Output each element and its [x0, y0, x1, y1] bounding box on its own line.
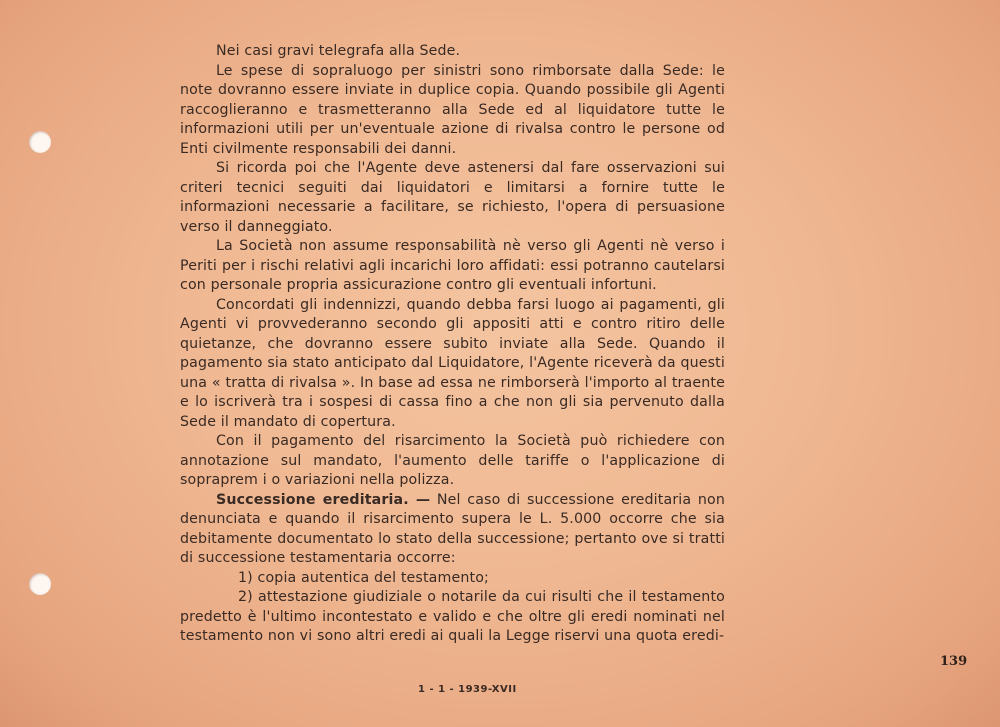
paragraph-3: Si ricorda poi che l'Agente deve astenersi dal fare osservazioni sui criteri tecnici seguiti dai liquidatori e limitarsi a fornire tutte le informazioni necessarie a facilitare, se richiesto, l'opera di persuasione verso il danneggiato.	[180, 160, 725, 235]
paragraph-succession	[180, 491, 725, 569]
paragraph-2: Le spese di sopraluogo per sinistri sono rimborsate dalla Sede: le note dovranno essere inviate in duplice copia. Quando possibile gli Agenti raccoglieranno e trasmetteranno alla Sede ed al liquidatore tutte le informazioni utili per un'eventuale azione di rivalsa contro le persone od Enti civilmente responsabili dei danni.	[180, 62, 725, 157]
footer-date: 1 - 1 - 1939-XVII	[418, 684, 517, 695]
paragraph-5: Concordati gli indennizzi, quando debba farsi luogo ai pagamenti, gli Agenti vi provvederanno secondo gli appositi atti e contro ritiro delle quietanze, che dovranno essere subito inviate alla Sede. Quando il pagamento sia stato anticipato dal Liquidatore, l'Agente riceverà da questi una « tratta di rivalsa ». In base ad essa ne rimborserà l'importo al traente e lo iscriverà tra i sospesi di cassa fino a che non gli sia pervenuto dalla Sede il mandato di copertura.	[180, 296, 725, 430]
paragraph-1: Nei casi gravi telegrafa alla Sede.	[216, 43, 461, 59]
succession-text: Nel caso di successione ereditaria non denunciata e quando il risarcimento supera le L. 5.000 occorre che sia debitamente documentato lo stato della successione; pertanto ove si tratti di successione testamentaria occorre:	[180, 491, 725, 566]
body-text	[180, 42, 725, 647]
succession-heading: Successione ereditaria. —	[216, 491, 431, 508]
page-number: 139	[940, 654, 968, 669]
paragraph-4: La Società non assume responsabilità nè verso gli Agenti nè verso i Periti per i rischi relativi agli incarichi loro affidati: essi potranno cautelarsi con personale propria assicurazione contro gli eventuali infortuni.	[180, 238, 725, 293]
punch-hole-top	[29, 131, 51, 153]
punch-hole-bottom	[29, 573, 51, 595]
list-item-2: 2) attestazione giudiziale o notarile da cui risulti che il testamento predetto è l'ultimo incontestato e valido e che oltre gli eredi nominati nel testamento non vi sono altri eredi ai quali la Legge riservi una quota eredi-	[180, 589, 725, 644]
list-item-1: 1) copia autentica del testamento;	[238, 569, 489, 586]
paragraph-6: Con il pagamento del risarcimento la Società può richiedere con annotazione sul mandato, l'aumento delle tariffe o l'applicazione di sopraprem i o variazioni nella polizza.	[180, 433, 725, 488]
